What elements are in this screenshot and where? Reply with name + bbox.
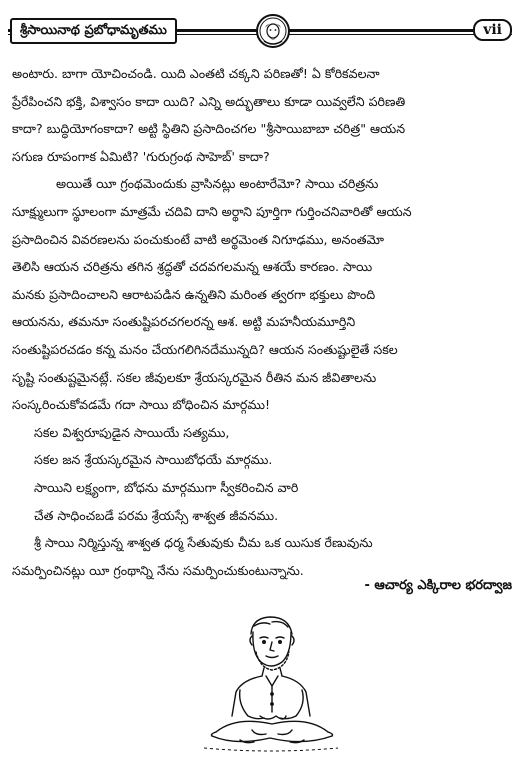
text-line: ప్రసాదించిన వివరణలను పంచుకుంటే వాటి అర్థమెంత నిగూఢము, అనంతమో	[12, 231, 384, 247]
seated-author-sketch-icon	[196, 612, 346, 754]
text-line: తెలిసి ఆయన చరిత్రను తగిన శ్రద్ధతో చదవగలమన్న ఆశయే కారణం. సాయి	[12, 259, 373, 275]
text-line: ప్రేరేపించని భక్తి, విశ్వాసం కాదా యిది? ఎన్ని అద్భుతాలు కూడా యివ్వలేని పరిణతి	[12, 93, 406, 109]
text-line: శ్రీ సాయి నిర్మిస్తున్న శాశ్వత ధర్మ సేతువుకు చీమ ఒక యిసుక రేణువును	[34, 535, 373, 551]
text-line: అయితే యీ గ్రంథమెందుకు వ్రాసినట్లు అంటారేమో? సాయి చరిత్రను	[56, 176, 379, 192]
author-signature: - ఆచార్య ఎక్కిరాల భరద్వాజ	[364, 578, 512, 593]
book-title: శ్రీసాయినాథ ప్రబోధామృతము	[10, 18, 177, 44]
body-text	[12, 60, 512, 584]
paragraph-1	[12, 60, 512, 170]
text-line: సంస్కరించుకోవడమే గదా సాయి బోధించిన మార్గము!	[12, 397, 271, 413]
text-line: ఆయనను, తమనూ సంతుష్టిపరచగలరన్న ఆశ. అట్టి మహనీయమూర్తిని	[12, 314, 356, 330]
text-line: సృష్టి సంతుష్టమైనట్లే. సకల జీవులకూ శ్రేయస్కరమైన రీతిన మన జీవితాలను	[12, 369, 377, 385]
page-header	[8, 14, 512, 48]
text-line: కాదా? బుద్ధియోగంకాదా? అట్టి స్థితిని ప్రసాదించగల "శ్రీసాయిబాబా చరిత్ర" ఆయన	[12, 121, 406, 137]
saint-portrait-medallion-icon	[256, 14, 290, 48]
verse-line: చేత సాధించబడే పరమ శ్రేయస్సే శాశ్వత జీవనము.	[34, 507, 279, 523]
text-line: మనకు ప్రసాదించాలని ఆరాటపడిన ఉన్నతిని మరింత త్వరగా భక్తులు పొంది	[12, 286, 376, 302]
page-number: vii	[473, 19, 512, 41]
text-line: సగుణ రూపంగాక ఏమిటి? 'గురుగ్రంథ సాహెబ్' కాదా?	[12, 148, 270, 164]
paragraph-2	[12, 170, 512, 418]
text-line: సంతుష్టిపరచడం కన్న మనం చేయగలిగినదేమున్నది? ఆయన సంతుష్టులైతే సకల	[12, 341, 398, 357]
verse-line: సకల జన శ్రేయస్కరమైన సాయిబోధయే మార్గము.	[34, 452, 273, 468]
closing-paragraph	[12, 529, 512, 584]
verse-line: సాయిని లక్ష్యంగా, బోధను మార్గముగా స్వీకరించిన వారి	[34, 479, 299, 495]
verse-block	[12, 419, 512, 529]
text-line: అంటారు. బాగా యోచించండి. యిది ఎంతటి చక్కని పరిణతో! ఏ కోరికవలనా	[12, 66, 380, 81]
verse-line: సకల విశ్వరూపుడైన సాయియే సత్యము,	[34, 424, 230, 440]
text-line: సూక్ష్ములుగా స్థూలంగా మాత్రమే చదివి దాని అర్థాని పూర్తిగా గుర్తించనివారితో ఆయన	[12, 203, 412, 219]
text-line: సమర్పించినట్లు యీ గ్రంథాన్ని నేను సమర్పించుకుంటున్నాను.	[12, 562, 304, 578]
